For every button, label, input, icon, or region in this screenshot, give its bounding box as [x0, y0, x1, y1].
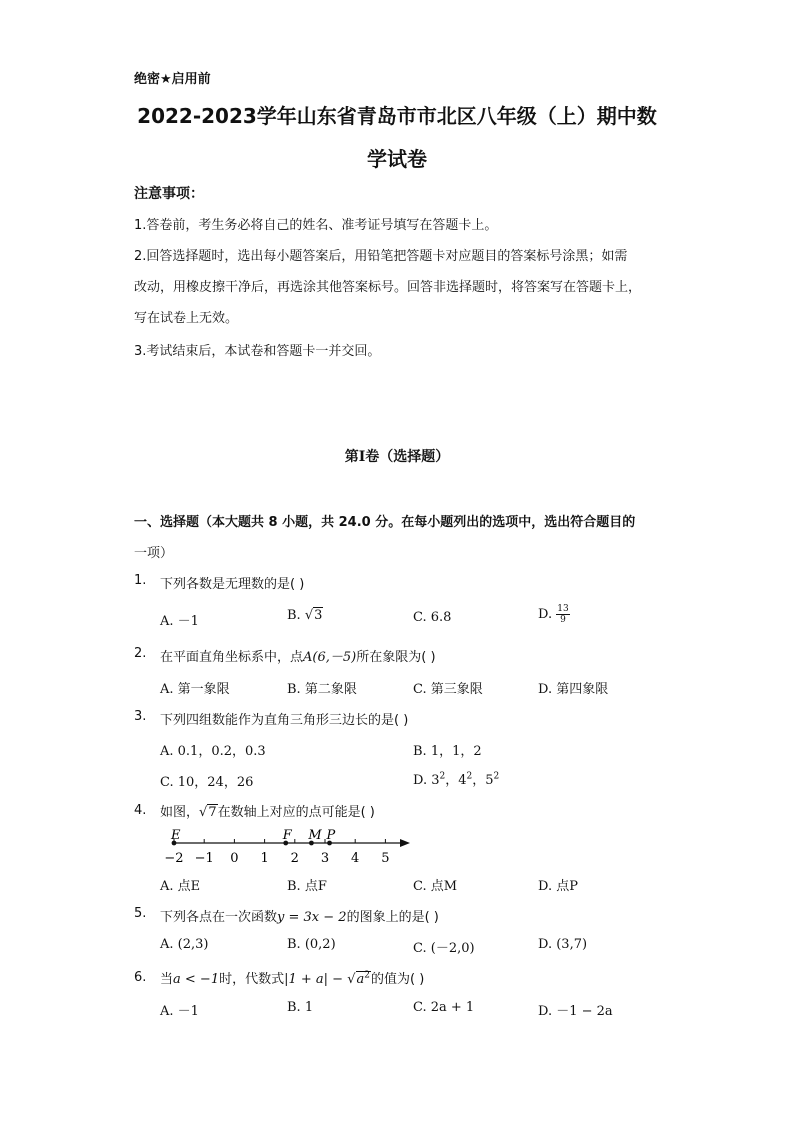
confidential-label: 绝密★启用前: [134, 72, 211, 87]
q2-option-b: B. 第二象限: [287, 682, 357, 697]
question-3-number: 3.: [134, 709, 147, 724]
point-label-m: M: [308, 828, 322, 843]
question-1-number: 1.: [134, 573, 147, 588]
tick-label: 4: [351, 851, 360, 866]
q1-option-b: B. √3: [287, 608, 323, 623]
question-2-text: 在平面直角坐标系中，点A(6,－5)所在象限为( ): [160, 650, 436, 665]
notice-item-2-line2: 改动，用橡皮擦干净后，再选涂其他答案标号。回答非选择题时，将答案写在答题卡上，: [134, 280, 642, 295]
q4-option-c: C. 点M: [413, 879, 458, 894]
q5-option-a: A. (2,3): [160, 937, 209, 952]
notice-item-2-line3: 写在试卷上无效。: [134, 311, 239, 326]
question-5-text: 下列各点在一次函数y = 3x − 2的图象上的是( ): [160, 910, 439, 925]
notice-item-1: 1.答卷前，考生务必将自己的姓名、准考证号填写在答题卡上。: [134, 218, 498, 233]
q1-option-a: A. －1: [160, 614, 199, 629]
q3-option-c: C. 10，24，26: [160, 775, 254, 790]
tick-label: 0: [230, 851, 239, 866]
q5-option-c: C. (－2,0): [413, 941, 475, 956]
tick-label: 5: [381, 851, 390, 866]
tick-label: −2: [164, 851, 184, 866]
question-6-text: 当a < −1时，代数式$|1 + a| - √a^2$的值为( ): [160, 970, 425, 987]
tick-label: −1: [194, 851, 214, 866]
exam-title-line1: 2022-2023学年山东省青岛市市北区八年级（上）期中数: [137, 104, 657, 128]
question-4-number: 4.: [134, 803, 147, 818]
section-title: 第I卷（选择题）: [344, 449, 450, 465]
tick-label: 1: [260, 851, 269, 866]
q3-option-d: D. $3^2$，$4^2$，$5^2$: [413, 771, 500, 788]
q3-option-b: B. 1，1，2: [413, 744, 482, 759]
q2-option-d: D. 第四象限: [538, 682, 609, 697]
number-line-arrow: [400, 839, 410, 847]
q3-option-a: A. 0.1，0.2，0.3: [160, 744, 266, 759]
part1-instructions-line1: 一、选择题（本大题共 8 小题，共 24.0 分。在每小题列出的选项中，选出符合题目的: [134, 515, 636, 530]
q6-option-d: D. －1 − 2a: [538, 1004, 613, 1019]
part1-instructions-line2: 一项）: [134, 546, 174, 561]
question-5-number: 5.: [134, 906, 147, 921]
number-line-figure: [158, 824, 418, 868]
point-label-p: P: [326, 828, 336, 843]
q4-option-a: A. 点E: [160, 879, 201, 894]
notice-item-2-line1: 2.回答选择题时，选出每小题答案后，用铅笔把答题卡对应题目的答案标号涂黑；如需: [134, 249, 628, 264]
point-label-f: F: [282, 828, 292, 843]
notice-item-3: 3.考试结束后，本试卷和答题卡一并交回。: [134, 344, 381, 359]
question-3-text: 下列四组数能作为直角三角形三边长的是( ): [160, 713, 409, 728]
q1-option-d: D. $\frac{13}{9}$: [538, 604, 569, 625]
q6-option-a: A. －1: [160, 1004, 199, 1019]
q1-option-c: C. 6.8: [413, 610, 452, 625]
point-label-e: E: [171, 828, 181, 843]
q4-option-b: B. 点F: [287, 879, 327, 894]
q5-option-b: B. (0,2): [287, 937, 336, 952]
tick-label: 2: [290, 851, 299, 866]
question-2-number: 2.: [134, 646, 147, 661]
q2-option-a: A. 第一象限: [160, 682, 230, 697]
q4-option-d: D. 点P: [538, 879, 578, 894]
q2-option-c: C. 第三象限: [413, 682, 483, 697]
question-4-text: 如图，√7在数轴上对应的点可能是( ): [160, 805, 375, 820]
exam-title-line2: 学试卷: [367, 147, 427, 171]
question-6-number: 6.: [134, 970, 147, 985]
q6-option-b: B. 1: [287, 1000, 314, 1015]
q6-option-c: C. 2a + 1: [413, 1000, 475, 1015]
question-1-text: 下列各数是无理数的是( ): [160, 577, 305, 592]
notice-heading: 注意事项：: [134, 186, 204, 202]
tick-label: 3: [320, 851, 330, 866]
q5-option-d: D. (3,7): [538, 937, 588, 952]
